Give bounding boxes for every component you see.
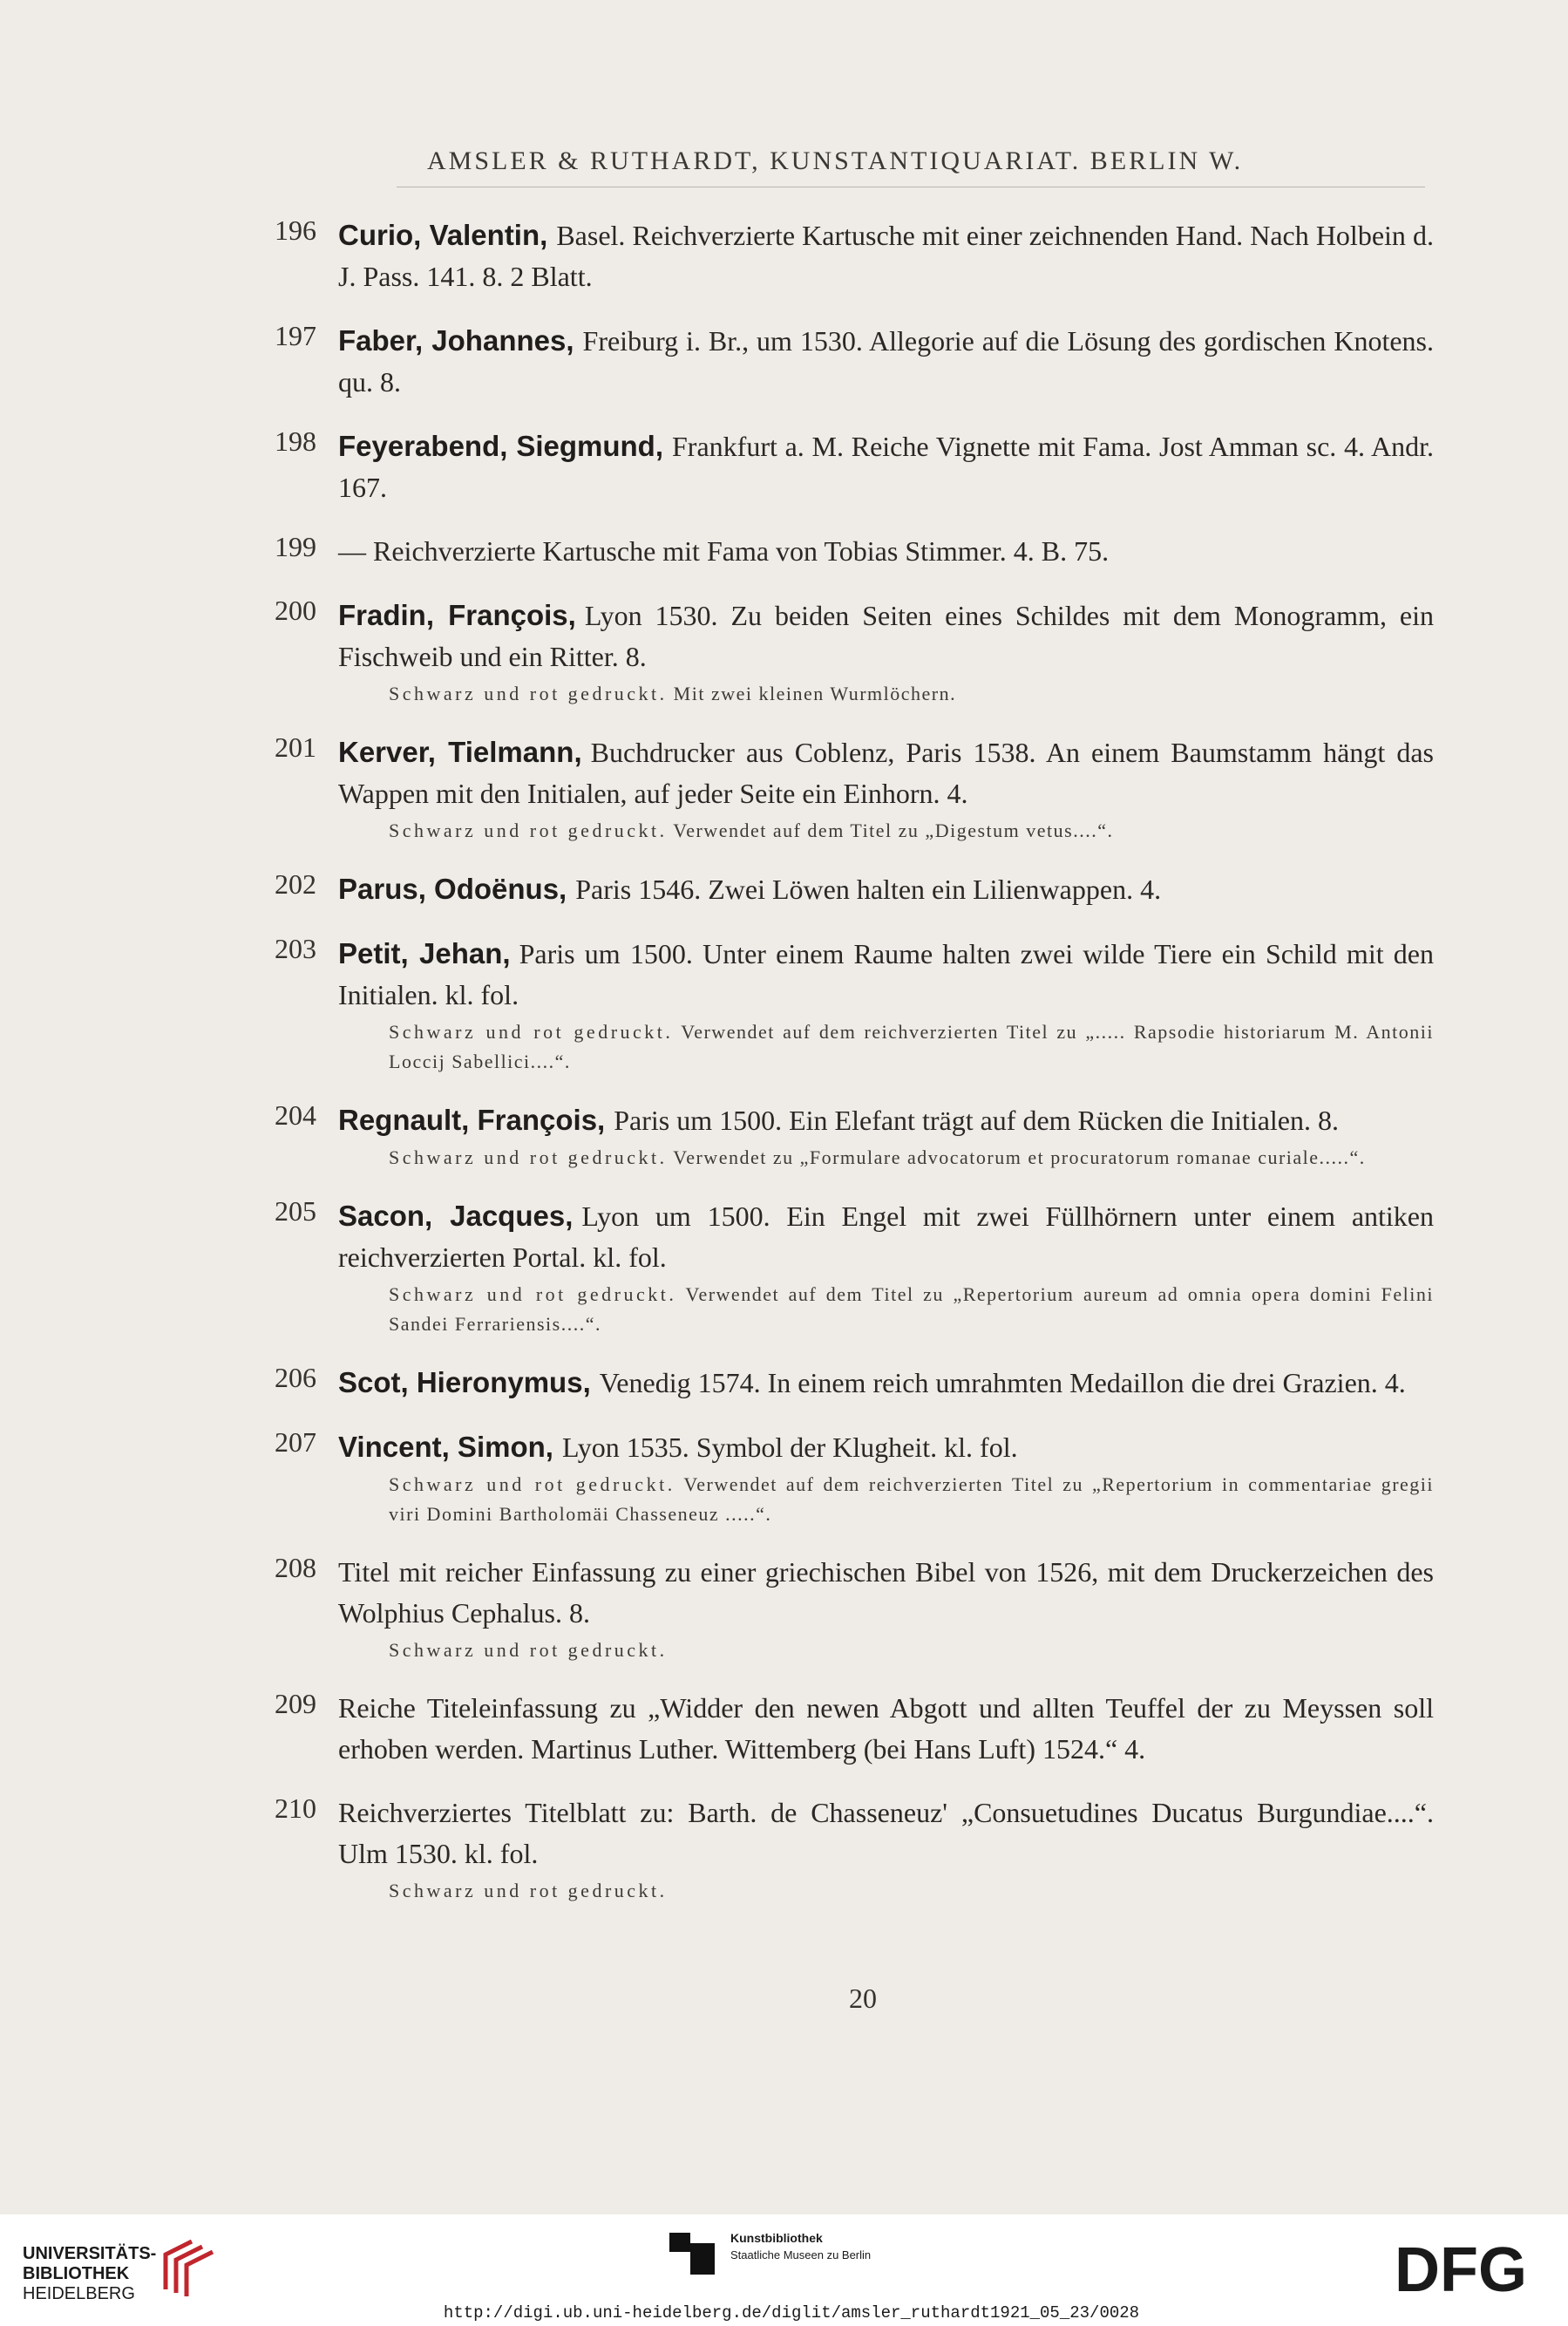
dfg-logo (1395, 2239, 1547, 2300)
kunstbibliothek-logo-icon (669, 2229, 718, 2275)
entry-number: 197 (275, 320, 316, 351)
entry-printer-name: Feyerabend, Siegmund, (338, 430, 663, 462)
entry-number: 209 (275, 1688, 316, 1719)
entry-body (338, 1792, 1434, 1874)
entry-body (338, 595, 1434, 677)
entry-body (338, 1099, 1434, 1141)
entry-number: 198 (275, 425, 316, 457)
heidelberg-library-logo-text (23, 2244, 156, 2304)
entry-note-text: Verwendet auf dem reichverzierten Titel zu „Repertorium in commentariae gregii viri Domini Bartholomäi Chasseneuz .....“. (389, 1473, 1435, 1525)
catalogue-entry (275, 425, 1434, 508)
entry-note-text: Verwendet auf dem Titel zu „Repertorium aureum ad omnia opera domini Felini Sandei Ferrariensis....“. (389, 1283, 1434, 1335)
entry-note-lead: Schwarz und rot gedruckt. (389, 820, 668, 841)
catalogue-entry (275, 1362, 1434, 1404)
entry-number: 196 (275, 214, 316, 246)
entry-note (338, 1876, 1434, 1906)
entry-note-lead: Schwarz und rot gedruckt. (389, 1283, 677, 1305)
entry-description: Paris um 1500. Unter einem Raume halten zwei wilde Tiere ein Schild mit den Initialen. kl. fol. (338, 938, 1435, 1010)
page-number: 20 (849, 1983, 877, 2014)
entry-number: 203 (275, 933, 316, 964)
entry-body (338, 425, 1434, 508)
entry-printer-name: Curio, Valentin, (338, 219, 548, 251)
entry-body (338, 1362, 1434, 1404)
catalogue-entry (275, 320, 1434, 403)
entry-printer-name: Scot, Hieronymus, (338, 1366, 591, 1398)
entry-printer-name: Vincent, Simon, (338, 1431, 553, 1463)
entry-printer-name: Faber, Johannes, (338, 324, 574, 357)
entry-body (338, 1552, 1434, 1634)
entry-body (338, 1688, 1434, 1770)
entry-note (338, 1143, 1434, 1173)
entry-description: Titel mit reicher Einfassung zu einer griechischen Bibel von 1526, mit dem Druckerzeichen des Wolphius Cephalus. 8. (338, 1556, 1434, 1629)
source-url: http://digi.ub.uni-heidelberg.de/diglit/amsler_ruthardt1921_05_23/0028 (443, 2303, 1140, 2323)
entry-description: Lyon 1530. Zu beiden Seiten eines Schildes mit dem Monogramm, ein Fischweib und ein Ritter. 8. (338, 600, 1434, 672)
entry-note-text: Verwendet auf dem reichverzierten Titel zu „..... Rapsodie historiarum M. Antonii Loccij Sabellici....“. (389, 1021, 1434, 1072)
entry-note-lead: Schwarz und rot gedruckt. (389, 683, 668, 704)
entry-number: 206 (275, 1362, 316, 1393)
catalogue-entries (275, 214, 1434, 1928)
entry-number: 200 (275, 595, 316, 626)
catalogue-entry (275, 1426, 1434, 1529)
entry-body (338, 214, 1434, 297)
catalogue-entry (275, 731, 1434, 846)
entry-number: 199 (275, 531, 316, 562)
entry-printer-name: Fradin, François, (338, 599, 576, 631)
entry-number: 208 (275, 1552, 316, 1583)
catalogue-entry (275, 214, 1434, 297)
entry-note-lead: Schwarz und rot gedruckt. (389, 1880, 668, 1901)
catalogue-entry (275, 531, 1434, 572)
catalogue-entry (275, 1195, 1434, 1339)
entry-body (338, 731, 1434, 814)
entry-number: 201 (275, 731, 316, 763)
entry-description: — Reichverzierte Kartusche mit Fama von Tobias Stimmer. 4. B. 75. (338, 535, 1110, 567)
entry-note (338, 1280, 1434, 1339)
entry-printer-name: Parus, Odoënus, (338, 873, 567, 905)
entry-number: 204 (275, 1099, 316, 1131)
entry-body (338, 531, 1434, 572)
entry-body (338, 1426, 1434, 1468)
catalogue-entry (275, 1099, 1434, 1173)
kb-line-2: Staatliche Museen zu Berlin (730, 2248, 872, 2261)
kunstbibliothek-logo-text (730, 2229, 871, 2264)
catalogue-entry (275, 868, 1434, 910)
entry-printer-name: Regnault, François, (338, 1104, 606, 1136)
entry-body (338, 1195, 1434, 1278)
entry-description: Lyon 1535. Symbol der Klugheit. kl. fol. (561, 1432, 1018, 1463)
entry-description: Buchdrucker aus Coblenz, Paris 1538. An einem Baumstamm hängt das Wappen mit den Initialen, auf jeder Seite ein Einhorn. 4. (338, 737, 1434, 809)
entry-number: 207 (275, 1426, 316, 1458)
entry-description: Paris um 1500. Ein Elefant trägt auf dem Rücken die Initialen. 8. (614, 1105, 1339, 1136)
entry-description: Freiburg i. Br., um 1530. Allegorie auf die Lösung des gordischen Knotens. qu. 8. (338, 325, 1435, 398)
entry-note-lead: Schwarz und rot gedruckt. (389, 1021, 674, 1043)
entry-printer-name: Petit, Jehan, (338, 937, 511, 969)
catalogue-entry (275, 1688, 1434, 1770)
entry-body (338, 320, 1434, 403)
catalogue-entry (275, 933, 1434, 1077)
uni-line-1: UNIVERSITÄTS- (23, 2244, 157, 2263)
entry-note (338, 1636, 1434, 1665)
entry-description: Lyon um 1500. Ein Engel mit zwei Füllhörnern unter einem antiken reichverzierten Portal. kl. fol. (338, 1200, 1435, 1273)
entry-printer-name: Kerver, Tielmann, (338, 736, 582, 768)
entry-description: Venedig 1574. In einem reich umrahmten Medaillon die drei Grazien. 4. (599, 1367, 1406, 1398)
heidelberg-library-logo-icon (157, 2237, 218, 2298)
entry-note (338, 1017, 1434, 1077)
uni-line-3: HEIDELBERG (23, 2284, 135, 2303)
entry-note-lead: Schwarz und rot gedruckt. (389, 1473, 675, 1495)
entry-note-text: Verwendet auf dem Titel zu „Digestum vetus....“. (673, 820, 1114, 841)
kb-line-1: Kunstbibliothek (730, 2231, 823, 2245)
entry-note-lead: Schwarz und rot gedruckt. (389, 1146, 668, 1168)
entry-number: 202 (275, 868, 316, 900)
entry-note-text: Mit zwei kleinen Wurmlöchern. (673, 683, 957, 704)
entry-description: Basel. Reichverzierte Kartusche mit einer zeichnenden Hand. Nach Holbein d. J. Pass. 141. 8. 2 Blatt. (338, 220, 1435, 292)
catalogue-entry (275, 1552, 1434, 1665)
dfg-logo-text: DFG (1395, 2239, 1527, 2300)
uni-line-2: BIBLIOTHEK (23, 2264, 130, 2283)
entry-note-text: Verwendet zu „Formulare advocatorum et procuratorum romanae curiale.....“. (673, 1146, 1366, 1168)
entry-description: Reiche Titeleinfassung zu „Widder den newen Abgott und allten Teuffel der zu Meyssen soll erhoben werden. Martinus Luther. Wittemberg (bei Hans Luft) 1524.“ 4. (338, 1692, 1434, 1765)
entry-note-lead: Schwarz und rot gedruckt. (389, 1639, 668, 1661)
entry-body (338, 868, 1434, 910)
entry-number: 210 (275, 1792, 316, 1824)
entry-printer-name: Sacon, Jacques, (338, 1200, 574, 1232)
entry-note (338, 679, 1434, 709)
entry-note (338, 816, 1434, 846)
entry-body (338, 933, 1434, 1016)
catalogue-entry (275, 1792, 1434, 1906)
running-head: AMSLER & RUTHARDT, KUNSTANTIQUARIAT. BERLIN W. (427, 146, 1244, 175)
entry-description: Reichverziertes Titelblatt zu: Barth. de Chasseneuz' „Consuetudines Ducatus Burgundiae....“. Ulm 1530. kl. fol. (338, 1797, 1434, 1869)
entry-note (338, 1470, 1434, 1529)
catalogue-entry (275, 595, 1434, 709)
entry-description: Paris 1546. Zwei Löwen halten ein Lilienwappen. 4. (575, 874, 1162, 905)
entry-description: Frankfurt a. M. Reiche Vignette mit Fama. Jost Amman sc. 4. Andr. 167. (338, 431, 1435, 503)
entry-number: 205 (275, 1195, 316, 1227)
